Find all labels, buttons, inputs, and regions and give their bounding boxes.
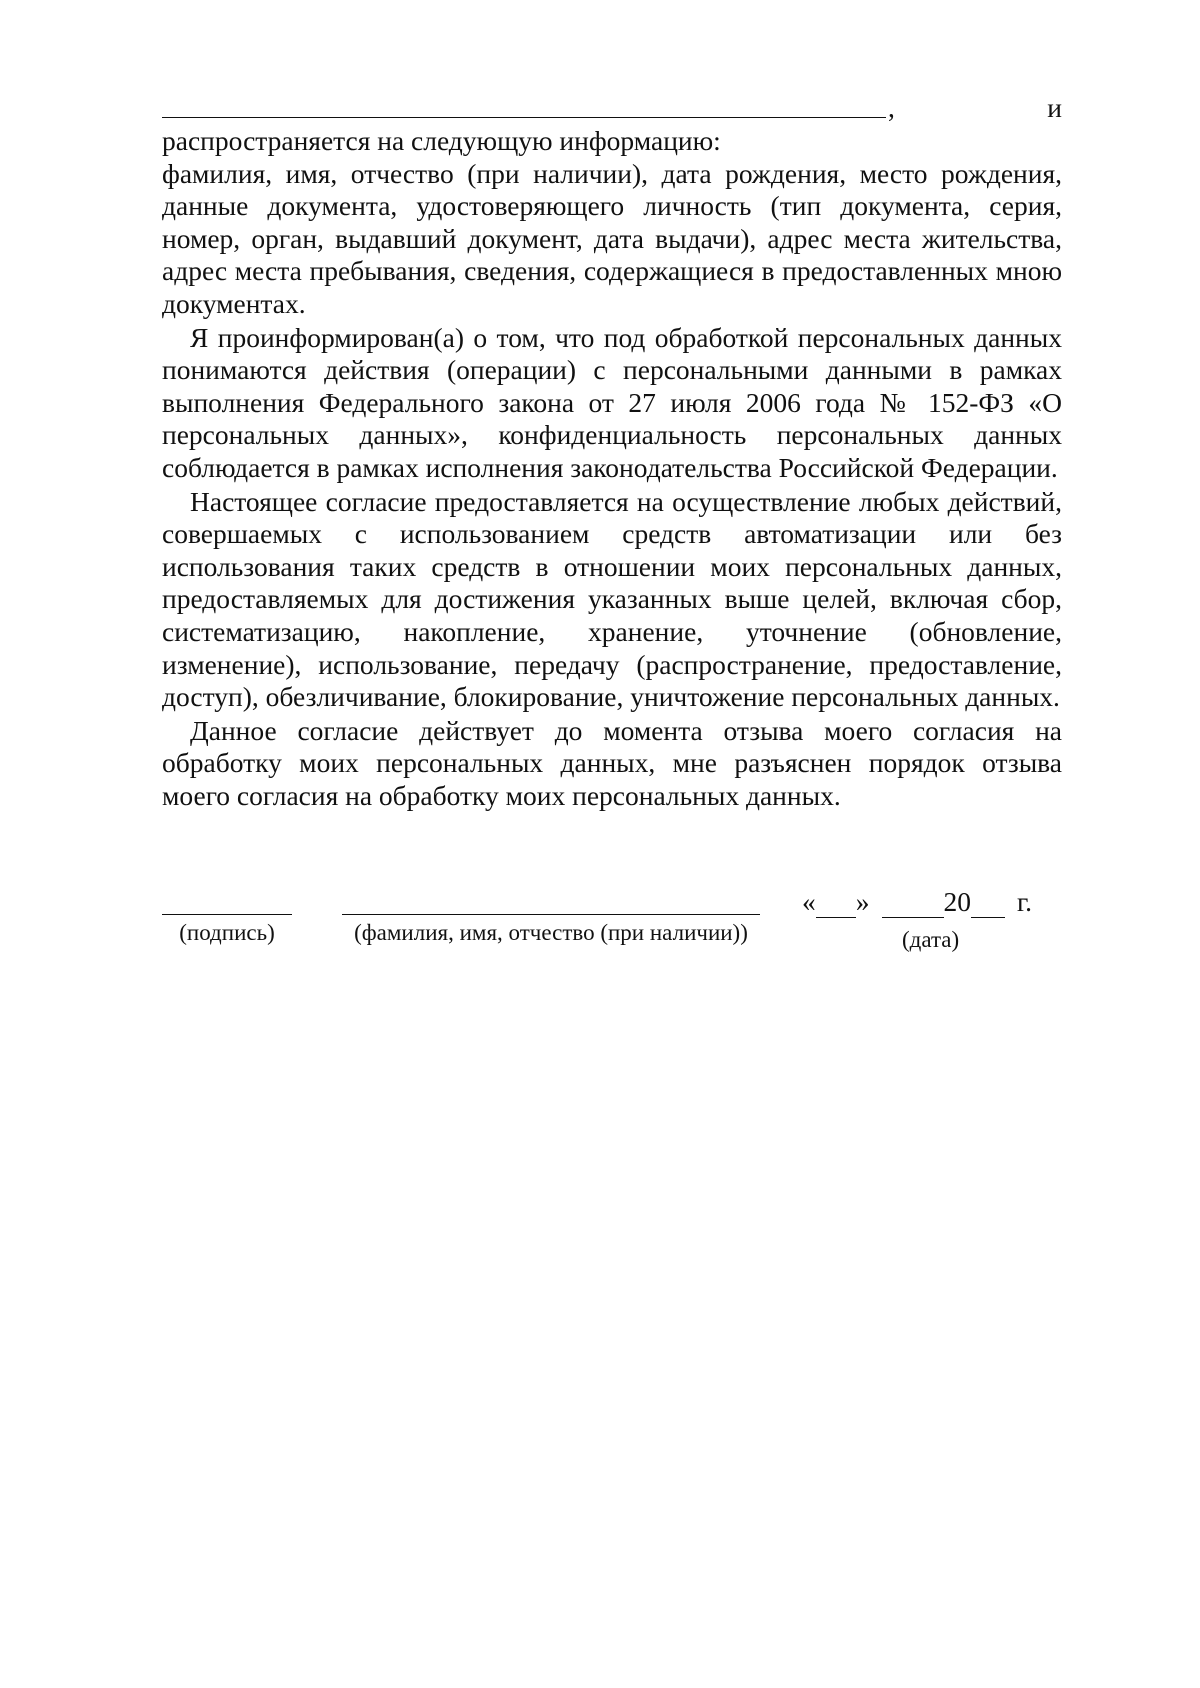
paragraph-consent-actions: Настоящее согласие предоставляется на осуществление любых действий, совершаемых с использованием средств автоматизации или без использования таких средств в отношении моих персональных данных, предоставляемых для достижения указанных выше целей, включая сбор, систематизацию, накопление, хранение, уточнение (обновление, изменение), использование, передачу (распространение, предоставление, доступ), обезличивание, блокирование, уничтожение персональных данных. (162, 485, 1062, 713)
signature-blank (162, 888, 292, 915)
paragraph-data-list: фамилия, имя, отчество (при наличии), дата рождения, место рождения, данные документа, удостоверяющего личность (тип документа, серия, номер, орган, выдавший документ, дата выдачи), адрес места жительства, адрес места пребывания, сведения, содержащиеся в предоставленных мною документах. (162, 157, 1062, 319)
date-day-blank (816, 893, 856, 918)
full-name-caption: (фамилия, имя, отчество (при наличии)) (354, 920, 748, 945)
header-blank-line (162, 92, 1062, 125)
date-month-blank (882, 893, 944, 918)
signature-field (162, 888, 292, 947)
header-comma: , (888, 92, 895, 123)
document-body (162, 92, 1062, 812)
paragraph-scope-intro: распространяется на следующую информацию: (162, 125, 721, 156)
date-year-blank (971, 893, 1005, 918)
date-open-quote: « (802, 886, 816, 917)
paragraph-informed: Я проинформирован(а) о том, что под обработкой персональных данных понимаются действия (операции) с персональными данными в рамках выполнения Федерального закона от 27 июля 2006 года № 152-ФЗ «О персональных данных», конфиденциальность персональных данных соблюдается в рамках исполнения законодательства Российской Федерации. (162, 321, 1062, 483)
full-name-blank (342, 888, 760, 915)
date-close-quote: » (855, 886, 870, 917)
date-century: 20 (943, 886, 971, 917)
date-field (802, 886, 1064, 918)
date-year-suffix: г. (1017, 886, 1033, 917)
signature-row (162, 888, 1062, 958)
header-conjunction: и (1047, 92, 1062, 123)
header-blank-rule (162, 117, 886, 118)
signature-caption: (подпись) (179, 920, 275, 945)
paragraph-validity: Данное согласие действует до момента отзыва моего согласия на обработку моих персональных данных, мне разъяснен порядок отзыва моего согласия на обработку моих персональных данных. (162, 714, 1062, 811)
date-caption: (дата) (902, 927, 960, 952)
full-name-field (342, 888, 760, 947)
